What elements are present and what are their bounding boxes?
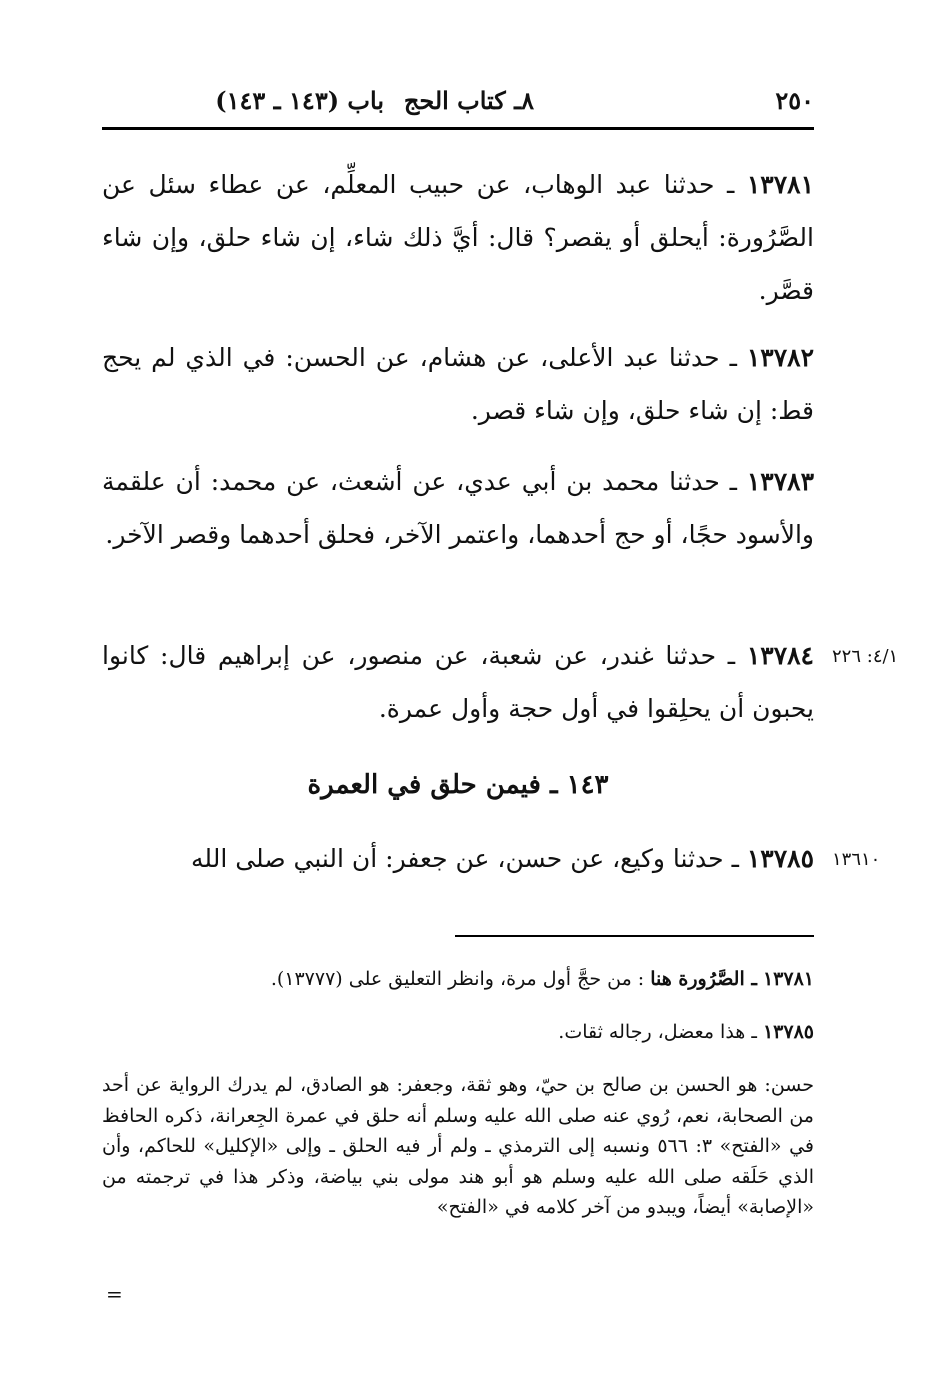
side-reference: ١٣٦١٠ <box>832 849 881 870</box>
footnote <box>102 1017 814 1047</box>
footnote-number: ١٣٧٨١ <box>762 968 814 990</box>
hadith-text: ـ حدثنا محمد بن أبي عدي، عن أشعث، عن محمد: أن علقمة والأسود حجًا، أو حج أحدهما، واعتمر الآخر، فحلق أحدهما وقصر الآخر. <box>102 467 814 549</box>
hadith-number: ١٣٧٨٤ <box>746 641 814 670</box>
footnote-rule <box>455 935 814 937</box>
page-header <box>102 74 814 126</box>
hadith-text: ـ حدثنا عبد الوهاب، عن حبيب المعلِّم، عن عطاء سئل عن الصَّرُورة: أيحلق أو يقصر؟ قال: أيَّ ذلك شاء، إن شاء حلق، وإن شاء قصَّر. <box>102 170 814 305</box>
page-number: ٢٥٠ <box>775 86 814 115</box>
hadith-text: ـ حدثنا وكيع، عن حسن، عن جعفر: أن النبي صلى الله <box>191 844 739 873</box>
footnote-text: ـ هذا معضل، رجاله ثقات. <box>558 1021 757 1043</box>
footnote-label: ـ الصَّرُورة هنا <box>650 968 757 990</box>
footnote-number: ١٣٧٨٥ <box>762 1021 814 1043</box>
hadith-number: ١٣٧٨١ <box>746 170 814 199</box>
hadith-paragraph <box>102 629 814 735</box>
hadith-paragraph <box>102 832 814 885</box>
footnote-commentary: حسن: هو الحسن بن صالح بن حيّ، وهو ثقة، وجعفر: هو الصادق، لم يدرك الرواية عن أحد من الصحابة، نعم، رُوي عنه صلى الله عليه وسلم أنه حلق في عمرة الجِعرانة، ذكره الحافظ في «الفتح» ٣: ٥٦٦ ونسبه إلى الترمذي ـ ولم أر فيه الحلق ـ وإلى «الإكليل» للحاكم، وأن الذي حَلَقه صلى الله عليه وسلم هو أبو هند مولى بني بياضة، وذكر هذا في ترجمته من «الإصابة» أيضاً، ويبدو من آخر كلامه في «الفتح» <box>102 1074 814 1218</box>
hadith-text: ـ حدثنا عبد الأعلى، عن هشام، عن الحسن: في الذي لم يحج قط: إن شاء حلق، وإن شاء قصر. <box>102 343 814 425</box>
header-rule <box>102 127 814 130</box>
hadith-paragraph <box>102 158 814 317</box>
section-heading: ١٤٣ ـ فيمن حلق في العمرة <box>307 770 609 800</box>
hadith-number: ١٣٧٨٢ <box>746 343 814 372</box>
book-title: ٨ـ كتاب الحج <box>403 86 534 115</box>
footnote <box>102 964 814 994</box>
hadith-paragraph <box>102 455 814 561</box>
side-reference: ٤/١: ٢٢٦ <box>832 646 899 667</box>
hadith-paragraph <box>102 331 814 437</box>
hadith-number: ١٣٧٨٣ <box>746 467 814 496</box>
continuation-mark: = <box>106 1282 123 1306</box>
hadith-text: ـ حدثنا غندر، عن شعبة، عن منصور، عن إبراهيم قال: كانوا يحبون أن يحلِقوا في أول حجة وأول عمرة. <box>102 641 814 723</box>
hadith-number: ١٣٧٨٥ <box>746 844 814 873</box>
footnote-text: : من حجَّ أول مرة، وانظر التعليق على (١٣٧٧٧). <box>270 968 645 990</box>
chapter-range: باب (١٤٣ ـ ١٤٣) <box>215 86 384 115</box>
